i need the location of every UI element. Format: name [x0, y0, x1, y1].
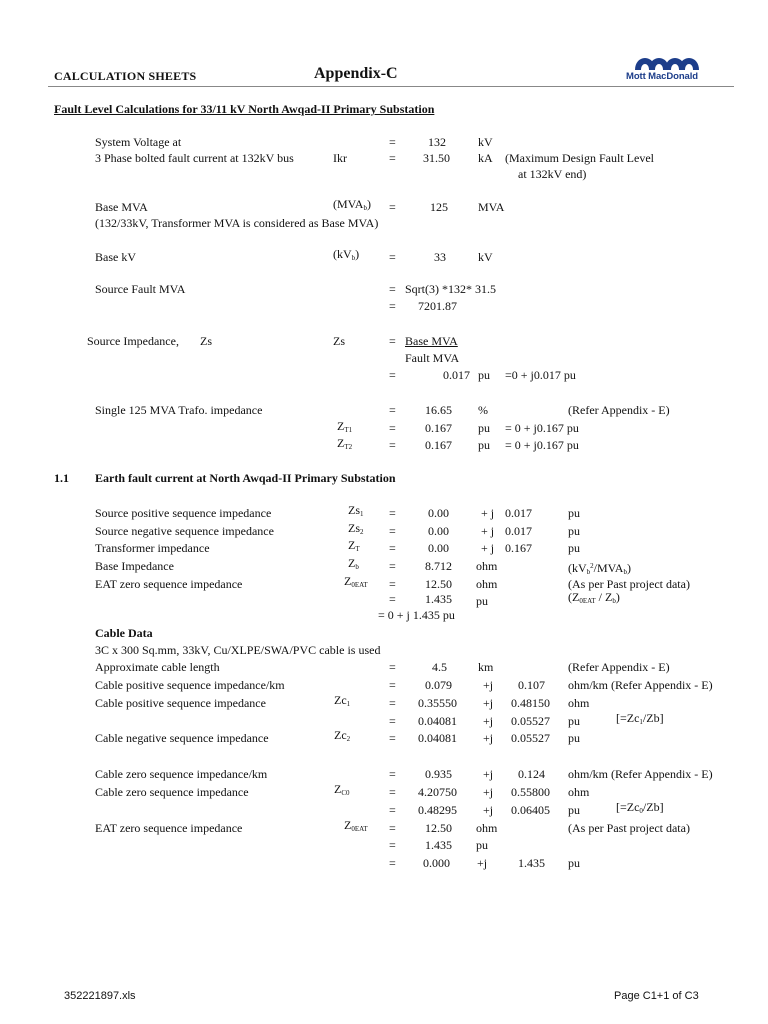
cable-eat-complex-j: +j	[477, 856, 488, 870]
page-title: Fault Level Calculations for 33/11 kV North Awqad-II Primary Substation	[54, 102, 435, 116]
eat-zero-seq-pu-formula: $(Z_{0EAT} / Z_b)$	[568, 590, 620, 605]
transformer-impedance-label: Transformer impedance	[95, 541, 210, 555]
fault-current-value: 31.50	[423, 151, 450, 165]
cable-neg-seq-label: Cable negative sequence impedance	[95, 731, 269, 745]
source-neg-seq-unit: pu	[568, 524, 580, 538]
source-pos-seq-equals: =	[389, 506, 396, 520]
fault-current-note-cont: at 132kV end)	[518, 167, 587, 181]
cable-pos-seq-imag: 0.48150	[511, 696, 550, 710]
cable-zero-seq-unit: ohm	[568, 785, 590, 799]
logo-wordmark: Mott MacDonald	[626, 71, 698, 82]
cable-zero-seq-pu-formula: $[=Zc_0/Zb]$	[616, 800, 664, 815]
cable-pos-seq-equals: =	[389, 696, 396, 710]
base-mva-note: (132/33kV, Transformer MVA is considered as Base MVA)	[95, 216, 379, 230]
eat-zero-seq-value: 12.50	[425, 577, 452, 591]
header-divider	[48, 86, 734, 87]
cable-eat-equals: =	[389, 821, 396, 835]
base-mva-equals: =	[389, 200, 396, 214]
base-mva-value: 125	[430, 200, 448, 214]
system-voltage-equals: =	[389, 135, 396, 149]
cable-zero-per-km-note: ohm/km (Refer Appendix - E)	[568, 767, 713, 781]
source-impedance-symbol: Zs	[200, 334, 212, 348]
trafo-impedance-note: (Refer Appendix - E)	[568, 403, 670, 417]
source-pos-seq-unit: pu	[568, 506, 580, 520]
source-impedance-unit: pu	[478, 368, 490, 382]
source-fault-mva-label: Source Fault MVA	[95, 282, 186, 296]
base-kv-symbol: $(kV_b)$	[333, 247, 360, 262]
cable-eat-value: 12.50	[425, 821, 452, 835]
cable-zero-per-km-real: 0.935	[425, 767, 452, 781]
transformer-impedance-equals: =	[389, 541, 396, 555]
base-kv-unit: kV	[478, 250, 493, 264]
cable-pos-seq-pu-imag: 0.05527	[511, 714, 550, 728]
cable-pos-per-km-note: ohm/km (Refer Appendix - E)	[568, 678, 713, 692]
source-neg-seq-j: + j	[481, 524, 495, 538]
cable-eat-note: (As per Past project data)	[568, 821, 690, 835]
cable-eat-unit: ohm	[476, 821, 498, 835]
zt2-equals: =	[389, 438, 396, 452]
cable-eat-complex-real: 0.000	[423, 856, 450, 870]
footer-filename: 352221897.xls	[64, 990, 136, 1002]
eat-zero-seq-pu-unit: pu	[476, 594, 488, 608]
system-voltage-unit: kV	[478, 135, 493, 149]
fault-current-unit: kA	[478, 151, 493, 165]
cable-neg-seq-equals: =	[389, 731, 396, 745]
eat-zero-seq-pu-value: 1.435	[425, 592, 452, 606]
source-impedance-equals-2: =	[389, 368, 396, 382]
source-fault-mva-equals: =	[389, 282, 396, 296]
cable-pos-seq-symbol: $Zc_1$	[334, 693, 351, 708]
cable-eat-symbol: $Z_{0EAT}$	[344, 818, 368, 833]
base-impedance-formula: $(kV_b^2/MVA_b)$	[568, 561, 631, 576]
cable-pos-seq-pu-unit: pu	[568, 714, 580, 728]
base-impedance-equals: =	[389, 559, 396, 573]
cable-zero-seq-label: Cable zero sequence impedance	[95, 785, 249, 799]
cable-eat-pu-value: 1.435	[425, 838, 452, 852]
eat-zero-seq-equals: =	[389, 577, 396, 591]
zt1-value: 0.167	[425, 421, 452, 435]
header-sheet-label: CALCULATION SHEETS	[54, 69, 197, 83]
base-impedance-symbol: $Z_b$	[348, 556, 359, 571]
eat-zero-seq-pu-equals: =	[389, 592, 396, 606]
cable-pos-seq-label: Cable positive sequence impedance	[95, 696, 266, 710]
cable-zero-seq-real: 4.20750	[418, 785, 457, 799]
fault-current-equals: =	[389, 151, 396, 165]
system-voltage-label: System Voltage at	[95, 135, 182, 149]
cable-length-label: Approximate cable length	[95, 660, 220, 674]
base-kv-value: 33	[434, 250, 446, 264]
zt2-symbol: $Z_{T2}$	[337, 436, 353, 451]
cable-zero-seq-j: +j	[483, 785, 494, 799]
zt1-symbol: $Z_{T1}$	[337, 419, 353, 434]
source-impedance-value: 0.017	[443, 368, 470, 382]
eat-zero-seq-note: (As per Past project data)	[568, 577, 690, 591]
cable-zero-seq-pu-imag: 0.06405	[511, 803, 550, 817]
zt1-equals: =	[389, 421, 396, 435]
source-fault-mva-value: 7201.87	[418, 299, 457, 313]
cable-zero-per-km-imag: 0.124	[518, 767, 545, 781]
cable-pos-seq-pu-equals: =	[389, 714, 396, 728]
zt2-complex: = 0 + j0.167 pu	[505, 438, 579, 452]
fault-current-symbol: Ikr	[333, 151, 347, 165]
base-mva-unit: MVA	[478, 200, 505, 214]
trafo-impedance-equals: =	[389, 403, 396, 417]
cable-zero-seq-pu-unit: pu	[568, 803, 580, 817]
base-mva-label: Base MVA	[95, 200, 148, 214]
cable-neg-seq-imag: 0.05527	[511, 731, 550, 745]
source-pos-seq-imag: 0.017	[505, 506, 532, 520]
source-pos-seq-j: + j	[481, 506, 495, 520]
source-pos-seq-label: Source positive sequence impedance	[95, 506, 272, 520]
cable-zero-per-km-label: Cable zero sequence impedance/km	[95, 767, 268, 781]
source-impedance-label: Source Impedance,	[87, 334, 179, 348]
cable-length-unit: km	[478, 660, 494, 674]
source-pos-seq-real: 0.00	[428, 506, 449, 520]
base-impedance-unit: ohm	[476, 559, 498, 573]
cable-pos-seq-pu-real: 0.04081	[418, 714, 457, 728]
cable-pos-per-km-equals: =	[389, 678, 396, 692]
cable-neg-seq-j: +j	[483, 731, 494, 745]
cable-zero-seq-pu-j: +j	[483, 803, 494, 817]
cable-zero-seq-pu-real: 0.48295	[418, 803, 457, 817]
cable-pos-seq-pu-j: +j	[483, 714, 494, 728]
footer-page-number: Page C1+1 of C3	[614, 990, 699, 1002]
eat-zero-seq-symbol: $Z_{0EAT}$	[344, 574, 368, 589]
cable-zero-seq-imag: 0.55800	[511, 785, 550, 799]
base-kv-equals: =	[389, 250, 396, 264]
trafo-impedance-label: Single 125 MVA Trafo. impedance	[95, 403, 263, 417]
source-impedance-symbol-2: Zs	[333, 334, 345, 348]
source-neg-seq-imag: 0.017	[505, 524, 532, 538]
zt1-complex: = 0 + j0.167 pu	[505, 421, 579, 435]
cable-zero-per-km-equals: =	[389, 767, 396, 781]
transformer-impedance-unit: pu	[568, 541, 580, 555]
source-impedance-denominator: Fault MVA	[405, 351, 460, 365]
zt2-value: 0.167	[425, 438, 452, 452]
cable-zero-seq-equals: =	[389, 785, 396, 799]
cable-neg-seq-real: 0.04081	[418, 731, 457, 745]
cable-eat-complex-equals: =	[389, 856, 396, 870]
eat-zero-seq-label: EAT zero sequence impedance	[95, 577, 243, 591]
fault-current-label: 3 Phase bolted fault current at 132kV bus	[95, 151, 294, 165]
source-neg-seq-label: Source negative sequence impedance	[95, 524, 274, 538]
cable-description: 3C x 300 Sq.mm, 33kV, Cu/XLPE/SWA/PVC cable is used	[95, 643, 381, 657]
cable-pos-seq-j: +j	[483, 696, 494, 710]
source-fault-mva-expression: Sqrt(3) *132* 31.5	[405, 282, 496, 296]
fault-current-note: (Maximum Design Fault Level	[505, 151, 654, 165]
transformer-impedance-real: 0.00	[428, 541, 449, 555]
section-number: 1.1	[54, 471, 69, 485]
base-impedance-value: 8.712	[425, 559, 452, 573]
transformer-impedance-j: + j	[481, 541, 495, 555]
base-kv-label: Base kV	[95, 250, 136, 264]
source-neg-seq-equals: =	[389, 524, 396, 538]
cable-neg-seq-symbol: $Zc_2$	[334, 728, 351, 743]
cable-pos-seq-real: 0.35550	[418, 696, 457, 710]
cable-length-equals: =	[389, 660, 396, 674]
cable-pos-per-km-real: 0.079	[425, 678, 452, 692]
cable-pos-seq-unit: ohm	[568, 696, 590, 710]
system-voltage-value: 132	[428, 135, 446, 149]
transformer-impedance-imag: 0.167	[505, 541, 532, 555]
eat-zero-seq-complex: = 0 + j 1.435 pu	[378, 608, 455, 622]
cable-zero-per-km-j: +j	[483, 767, 494, 781]
cable-pos-seq-pu-formula: $[=Zc_1/Zb]$	[616, 711, 664, 726]
source-neg-seq-real: 0.00	[428, 524, 449, 538]
trafo-impedance-unit: %	[478, 403, 488, 417]
zt2-unit: pu	[478, 438, 490, 452]
cable-zero-seq-pu-equals: =	[389, 803, 396, 817]
cable-length-value: 4.5	[432, 660, 447, 674]
cable-eat-complex-imag: 1.435	[518, 856, 545, 870]
cable-neg-seq-unit: pu	[568, 731, 580, 745]
zt1-unit: pu	[478, 421, 490, 435]
source-impedance-complex: =0 + j0.017 pu	[505, 368, 576, 382]
cable-data-heading: Cable Data	[95, 626, 153, 640]
cable-eat-pu-unit: pu	[476, 838, 488, 852]
cable-eat-complex-unit: pu	[568, 856, 580, 870]
cable-pos-per-km-imag: 0.107	[518, 678, 545, 692]
source-fault-mva-equals-2: =	[389, 299, 396, 313]
section-title: Earth fault current at North Awqad-II Primary Substation	[95, 471, 396, 485]
trafo-impedance-value: 16.65	[425, 403, 452, 417]
base-impedance-label: Base Impedance	[95, 559, 174, 573]
header-appendix-title: Appendix-C	[314, 65, 398, 82]
cable-eat-pu-equals: =	[389, 838, 396, 852]
cable-eat-label: EAT zero sequence impedance	[95, 821, 243, 835]
cable-zero-seq-symbol: $Z_{C0}$	[334, 782, 350, 797]
cable-pos-per-km-j: +j	[483, 678, 494, 692]
cable-pos-per-km-label: Cable positive sequence impedance/km	[95, 678, 285, 692]
transformer-impedance-symbol: $Z_T$	[348, 538, 360, 553]
source-neg-seq-symbol: $Zs_2$	[348, 521, 364, 536]
cable-length-note: (Refer Appendix - E)	[568, 660, 670, 674]
eat-zero-seq-unit: ohm	[476, 577, 498, 591]
source-impedance-equals: =	[389, 334, 396, 348]
source-impedance-numerator: Base MVA	[405, 334, 458, 348]
source-pos-seq-symbol: $Zs_1$	[348, 503, 364, 518]
base-mva-symbol: $(MVA_b)$	[333, 197, 371, 212]
